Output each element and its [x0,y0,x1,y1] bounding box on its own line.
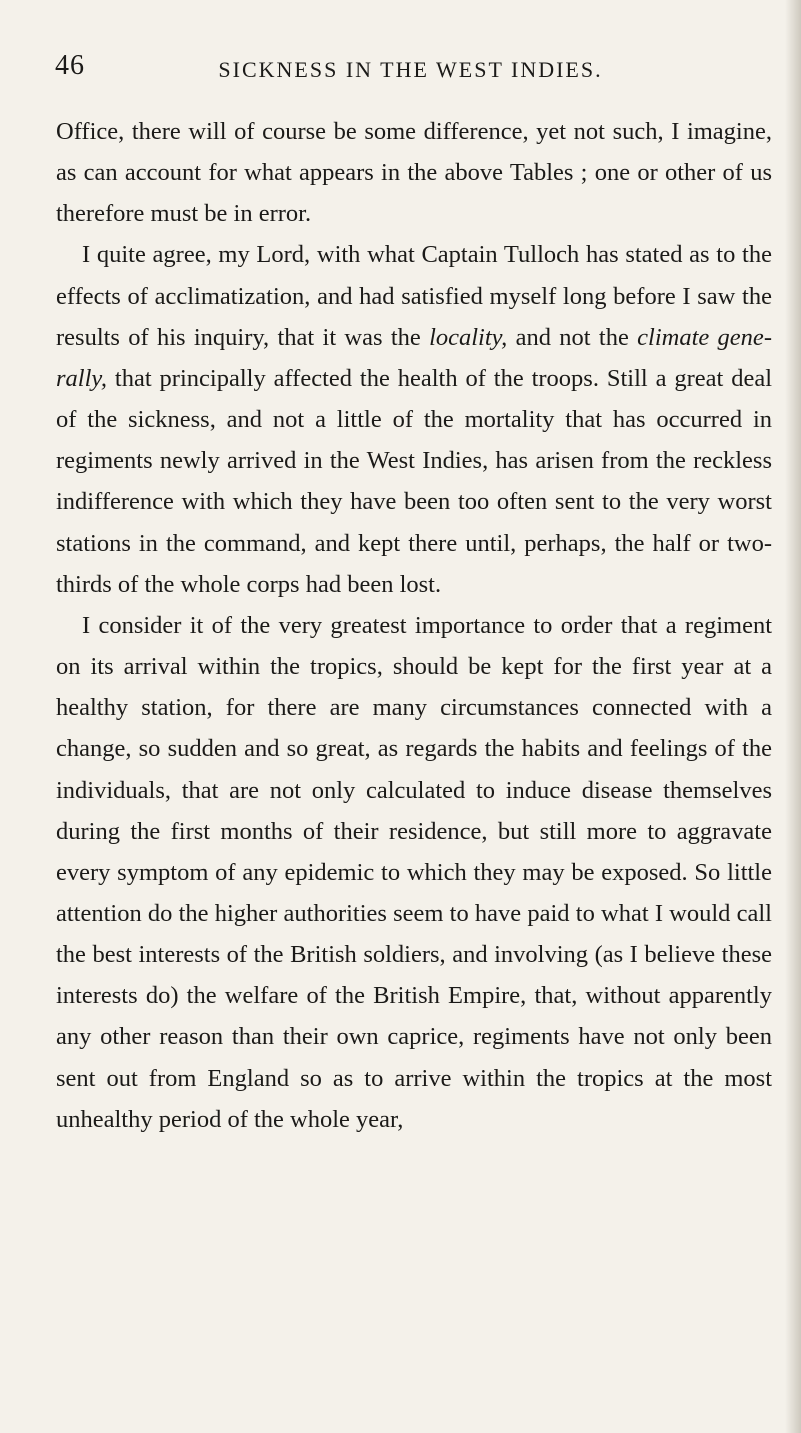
page-edge-shadow [785,0,801,1433]
running-head: SICKNESS IN THE WEST INDIES. [218,57,603,82]
body-text [56,111,772,1140]
paragraph-2-text-a: I quite agree, my Lord, with what Captain Tulloch has stated as to the effects of acclimatization, and had satisfied myself long before I saw the results of his inquiry, that it was the [56,241,772,351]
page-number: 46 [55,50,85,81]
paragraph-3-text: I consider it of the very greatest importance to order that a regiment on its arrival within the tropics, should be kept for the first year at a healthy station, for there are many circumstances connected with a change, so sudden and so great, as regards the habits and feelings of the individuals, that are not only calculated to induce disease themselves during the first months of their residence, but still more to aggravate every symptom of any epidemic to which they may be exposed. So little attention do the higher authorities seem to have paid to what I would call the best interests of the British soldiers, and involving (as I believe these interests do) the welfare of the British Empire, that, without apparently any other reason than their own caprice, regiments have not only been sent out from England so as to arrive within the tropics at the most unhealthy period of the whole year, [56,611,772,1133]
paragraph-2-text-c: that principally affected the health of the troops. Still a great deal of the sickness, and not a little of the mortality that has occurred in regiments newly arrived in the West Indies, has arisen from the reckless indifference with which they have been too often sent to the very worst stations in the command, and kept there until, perhaps, the half or two-thirds of the whole corps had been lost. [56,364,772,598]
paragraph-2 [56,234,772,604]
paragraph-1-text: Office, there will of course be some difference, yet not such, I imagine, as can account for what appears in the above Tables ; one or other of us therefore must be in error. [56,118,772,228]
paragraph-2-text-b: and not the [507,323,638,351]
emphasis-climate-generally: climate generally, [56,323,772,392]
paragraph-3 [56,605,772,1140]
emphasis-locality: locality, [429,323,508,351]
paragraph-1 [56,111,772,234]
